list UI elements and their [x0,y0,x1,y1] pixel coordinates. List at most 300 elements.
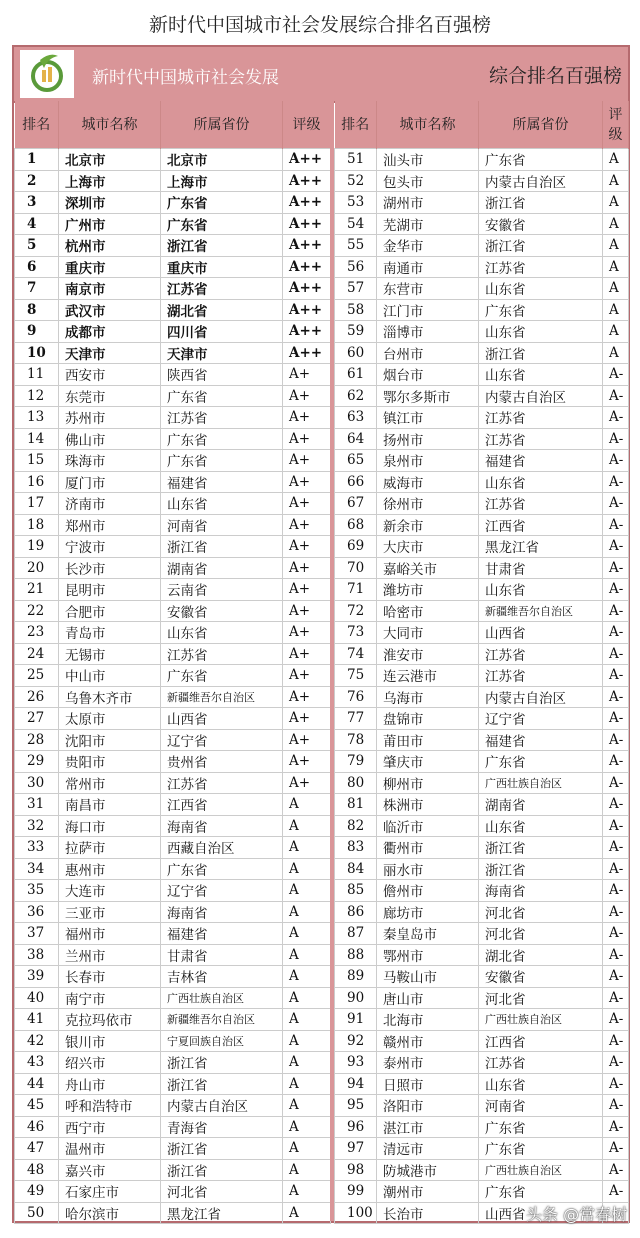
city-cell: 常州市 [59,772,161,794]
table-row [335,1073,629,1095]
rank-cell: 12 [15,385,59,407]
grade-cell: A+ [283,643,331,665]
rank-cell: 59 [335,321,377,343]
grade-cell: A- [603,1159,629,1181]
province-cell: 黑龙江省 [161,1202,283,1224]
city-cell: 苏州市 [59,407,161,429]
header-province: 所属省份 [479,101,603,149]
table-row [335,880,629,902]
table-row [335,536,629,558]
province-cell: 广东省 [161,428,283,450]
rank-cell: 71 [335,579,377,601]
rank-cell: 94 [335,1073,377,1095]
rank-cell: 82 [335,815,377,837]
province-cell: 广西壮族自治区 [479,1159,603,1181]
grade-cell: A- [603,471,629,493]
rank-cell: 56 [335,256,377,278]
province-cell: 广东省 [479,299,603,321]
table-row [15,794,331,816]
grade-cell: A+ [283,600,331,622]
province-cell: 山西省 [161,708,283,730]
table-row [15,192,331,214]
city-cell: 烟台市 [377,364,479,386]
city-cell: 柳州市 [377,772,479,794]
table-row [15,987,331,1009]
grade-cell: A [283,1138,331,1160]
table-row [335,450,629,472]
city-cell: 唐山市 [377,987,479,1009]
rank-cell: 63 [335,407,377,429]
rank-cell: 45 [15,1095,59,1117]
rank-cell: 39 [15,966,59,988]
city-cell: 湛江市 [377,1116,479,1138]
city-cell: 丽水市 [377,858,479,880]
city-cell: 泉州市 [377,450,479,472]
grade-cell: A- [603,1052,629,1074]
city-cell: 天津市 [59,342,161,364]
grade-cell: A [283,923,331,945]
rank-cell: 74 [335,643,377,665]
page-title: 新时代中国城市社会发展综合排名百强榜 [148,14,491,36]
rank-cell: 34 [15,858,59,880]
grade-cell: A [283,837,331,859]
grade-cell: A- [603,901,629,923]
city-cell: 沈阳市 [59,729,161,751]
table-row [15,665,331,687]
rank-cell: 64 [335,428,377,450]
grade-cell: A [603,321,629,343]
city-cell: 连云港市 [377,665,479,687]
rank-cell: 15 [15,450,59,472]
table-row [15,256,331,278]
rank-cell: 60 [335,342,377,364]
table-row [15,170,331,192]
rank-cell: 100 [335,1202,377,1224]
province-cell: 天津市 [161,342,283,364]
city-cell: 成都市 [59,321,161,343]
table-row [15,235,331,257]
grade-cell: A+ [283,407,331,429]
province-cell: 辽宁省 [161,729,283,751]
province-cell: 江苏省 [161,643,283,665]
table-row [15,901,331,923]
rank-cell: 78 [335,729,377,751]
city-cell: 包头市 [377,170,479,192]
province-cell: 安徽省 [479,966,603,988]
grade-cell: A- [603,729,629,751]
province-cell: 辽宁省 [479,708,603,730]
city-cell: 北海市 [377,1009,479,1031]
grade-cell: A- [603,364,629,386]
province-cell: 宁夏回族自治区 [161,1030,283,1052]
grade-cell: A [603,170,629,192]
table-row [15,278,331,300]
table-row [15,1009,331,1031]
city-cell: 马鞍山市 [377,966,479,988]
rank-cell: 4 [15,213,59,235]
rank-cell: 57 [335,278,377,300]
province-cell: 福建省 [479,450,603,472]
grade-cell: A [283,858,331,880]
city-cell: 拉萨市 [59,837,161,859]
rank-cell: 86 [335,901,377,923]
rank-cell: 96 [335,1116,377,1138]
ranking-table [12,45,630,1223]
rank-cell: 67 [335,493,377,515]
grade-cell: A [283,1052,331,1074]
rank-cell: 3 [15,192,59,214]
province-cell: 海南省 [161,901,283,923]
city-cell: 西宁市 [59,1116,161,1138]
city-cell: 中山市 [59,665,161,687]
rank-cell: 92 [335,1030,377,1052]
city-cell: 无锡市 [59,643,161,665]
rank-cell: 28 [15,729,59,751]
city-cell: 长沙市 [59,557,161,579]
grade-cell: A++ [283,321,331,343]
grade-cell: A- [603,1030,629,1052]
rank-cell: 58 [335,299,377,321]
table-row [335,1095,629,1117]
city-cell: 金华市 [377,235,479,257]
table-row [335,321,629,343]
province-cell: 四川省 [161,321,283,343]
rank-cell: 52 [335,170,377,192]
province-cell: 山东省 [479,278,603,300]
table-row [15,407,331,429]
province-cell: 山东省 [161,622,283,644]
table-row [335,407,629,429]
province-cell: 浙江省 [479,342,603,364]
table-row [15,213,331,235]
table-row [15,837,331,859]
grade-cell: A- [603,557,629,579]
rank-cell: 54 [335,213,377,235]
province-cell: 吉林省 [161,966,283,988]
grade-cell: A- [603,665,629,687]
header-rank: 排名 [335,101,377,149]
grade-cell: A- [603,428,629,450]
province-cell: 贵州省 [161,751,283,773]
city-cell: 镇江市 [377,407,479,429]
table-row [15,299,331,321]
rank-cell: 84 [335,858,377,880]
grade-cell: A- [603,987,629,1009]
rank-cell: 26 [15,686,59,708]
province-cell: 广东省 [161,450,283,472]
grade-cell: A+ [283,557,331,579]
province-cell: 重庆市 [161,256,283,278]
city-cell: 贵阳市 [59,751,161,773]
grade-cell: A- [603,880,629,902]
province-cell: 江苏省 [479,493,603,515]
city-cell: 厦门市 [59,471,161,493]
table-row [15,514,331,536]
city-cell: 深圳市 [59,192,161,214]
province-cell: 安徽省 [479,213,603,235]
grade-cell: A+ [283,772,331,794]
city-cell: 青岛市 [59,622,161,644]
city-cell: 兰州市 [59,944,161,966]
grade-cell: A [283,815,331,837]
city-cell: 南昌市 [59,794,161,816]
table-row [335,729,629,751]
grade-cell: A- [603,966,629,988]
province-cell: 山东省 [479,471,603,493]
header-city: 城市名称 [59,101,161,149]
table-row [15,1159,331,1181]
city-cell: 南京市 [59,278,161,300]
province-cell: 江苏省 [479,1052,603,1074]
grade-cell: A [283,901,331,923]
province-cell: 上海市 [161,170,283,192]
city-cell: 太原市 [59,708,161,730]
city-cell: 宁波市 [59,536,161,558]
city-cell: 鄂尔多斯市 [377,385,479,407]
province-cell: 陕西省 [161,364,283,386]
province-cell: 内蒙古自治区 [161,1095,283,1117]
province-cell: 河北省 [161,1181,283,1203]
province-cell: 江西省 [479,514,603,536]
grade-cell: A [603,192,629,214]
table-row [15,428,331,450]
province-cell: 广东省 [161,665,283,687]
province-cell: 江苏省 [161,278,283,300]
city-cell: 徐州市 [377,493,479,515]
province-cell: 江苏省 [161,407,283,429]
table-row [335,385,629,407]
city-cell: 儋州市 [377,880,479,902]
rank-cell: 30 [15,772,59,794]
grade-cell: A- [603,407,629,429]
rank-cell: 41 [15,1009,59,1031]
grade-cell: A [603,299,629,321]
table-row [15,579,331,601]
province-cell: 河南省 [161,514,283,536]
city-cell: 银川市 [59,1030,161,1052]
grade-cell: A- [603,772,629,794]
grade-cell: A [283,1009,331,1031]
watermark: 头条 @常春树 [526,1205,628,1224]
grade-cell: A+ [283,428,331,450]
city-cell: 乌海市 [377,686,479,708]
rank-cell: 89 [335,966,377,988]
rank-cell: 13 [15,407,59,429]
rank-cell: 43 [15,1052,59,1074]
city-cell: 衢州市 [377,837,479,859]
rank-cell: 49 [15,1181,59,1203]
table-row [15,880,331,902]
grade-cell: A- [603,858,629,880]
table-banner [14,47,628,103]
grade-cell: A++ [283,192,331,214]
table-right-half [334,101,628,1224]
city-cell: 潍坊市 [377,579,479,601]
table-row [15,149,331,171]
rank-cell: 50 [15,1202,59,1224]
table-row [15,1095,331,1117]
province-cell: 江苏省 [161,772,283,794]
grade-cell: A [283,1159,331,1181]
grade-cell: A [603,149,629,171]
table-row [15,600,331,622]
city-cell: 哈密市 [377,600,479,622]
grade-cell: A+ [283,686,331,708]
city-cell: 济南市 [59,493,161,515]
grade-cell: A- [603,1009,629,1031]
grade-cell: A [603,213,629,235]
grade-cell: A- [603,923,629,945]
table-row [15,471,331,493]
table-row [335,1052,629,1074]
table-row [15,751,331,773]
city-cell: 长春市 [59,966,161,988]
table-row [15,944,331,966]
province-cell: 江苏省 [479,256,603,278]
rank-cell: 22 [15,600,59,622]
rank-cell: 98 [335,1159,377,1181]
rank-cell: 37 [15,923,59,945]
rank-cell: 36 [15,901,59,923]
province-cell: 云南省 [161,579,283,601]
table-row [15,342,331,364]
rank-cell: 51 [335,149,377,171]
city-cell: 鄂州市 [377,944,479,966]
city-cell: 石家庄市 [59,1181,161,1203]
rank-cell: 85 [335,880,377,902]
grade-cell: A- [603,944,629,966]
city-cell: 淮安市 [377,643,479,665]
rank-cell: 18 [15,514,59,536]
grade-cell: A- [603,1095,629,1117]
province-cell: 浙江省 [479,858,603,880]
rank-cell: 23 [15,622,59,644]
header-rank: 排名 [15,101,59,149]
grade-cell: A+ [283,385,331,407]
rank-cell: 44 [15,1073,59,1095]
city-cell: 威海市 [377,471,479,493]
rank-cell: 35 [15,880,59,902]
grade-cell: A+ [283,751,331,773]
province-cell: 广东省 [161,192,283,214]
city-cell: 日照市 [377,1073,479,1095]
table-row [335,987,629,1009]
city-cell: 南通市 [377,256,479,278]
rank-cell: 11 [15,364,59,386]
grade-cell: A++ [283,170,331,192]
province-cell: 浙江省 [479,235,603,257]
province-cell: 浙江省 [479,837,603,859]
table-row [335,514,629,536]
table-row [335,213,629,235]
city-cell: 洛阳市 [377,1095,479,1117]
province-cell: 福建省 [161,923,283,945]
rank-cell: 77 [335,708,377,730]
table-row [15,622,331,644]
grade-cell: A- [603,600,629,622]
province-cell: 湖南省 [479,794,603,816]
city-cell: 长治市 [377,1202,479,1224]
province-cell: 福建省 [479,729,603,751]
grade-cell: A+ [283,364,331,386]
rank-cell: 66 [335,471,377,493]
city-cell: 湖州市 [377,192,479,214]
grade-cell: A- [603,751,629,773]
province-cell: 西藏自治区 [161,837,283,859]
province-cell: 甘肃省 [479,557,603,579]
city-cell: 杭州市 [59,235,161,257]
province-cell: 广东省 [161,213,283,235]
grade-cell: A+ [283,708,331,730]
table-row [335,1116,629,1138]
province-cell: 广东省 [161,858,283,880]
province-cell: 江苏省 [479,428,603,450]
city-cell: 武汉市 [59,299,161,321]
rank-cell: 81 [335,794,377,816]
city-cell: 合肥市 [59,600,161,622]
rank-cell: 27 [15,708,59,730]
grade-cell: A+ [283,536,331,558]
table-row [335,1159,629,1181]
rank-cell: 79 [335,751,377,773]
grade-cell: A+ [283,493,331,515]
table-row [335,192,629,214]
grade-cell: A [603,235,629,257]
table-row [335,600,629,622]
rank-cell: 16 [15,471,59,493]
city-cell: 株洲市 [377,794,479,816]
province-cell: 山东省 [479,321,603,343]
table-row [15,536,331,558]
province-cell: 浙江省 [161,536,283,558]
grade-cell: A+ [283,665,331,687]
table-row [335,751,629,773]
table-row [335,815,629,837]
table-row [15,1116,331,1138]
province-cell: 山东省 [479,815,603,837]
table-row [15,1138,331,1160]
table-row [15,1202,331,1224]
rank-cell: 1 [15,149,59,171]
table-row [15,815,331,837]
province-cell: 浙江省 [161,1052,283,1074]
table-row [335,772,629,794]
header-city: 城市名称 [377,101,479,149]
city-cell: 肇庆市 [377,751,479,773]
grade-cell: A+ [283,471,331,493]
city-cell: 惠州市 [59,858,161,880]
rank-cell: 25 [15,665,59,687]
city-cell: 新余市 [377,514,479,536]
table-row [335,256,629,278]
grade-cell: A- [603,1181,629,1203]
city-cell: 南宁市 [59,987,161,1009]
table-row [335,493,629,515]
province-cell: 浙江省 [161,235,283,257]
grade-cell: A- [603,708,629,730]
province-cell: 广东省 [479,149,603,171]
rank-cell: 87 [335,923,377,945]
rank-cell: 97 [335,1138,377,1160]
table-row [335,944,629,966]
rank-cell: 14 [15,428,59,450]
grade-cell: A- [603,514,629,536]
table-row [335,299,629,321]
table-row [335,235,629,257]
table-row [335,1138,629,1160]
rank-cell: 76 [335,686,377,708]
table-row [15,729,331,751]
